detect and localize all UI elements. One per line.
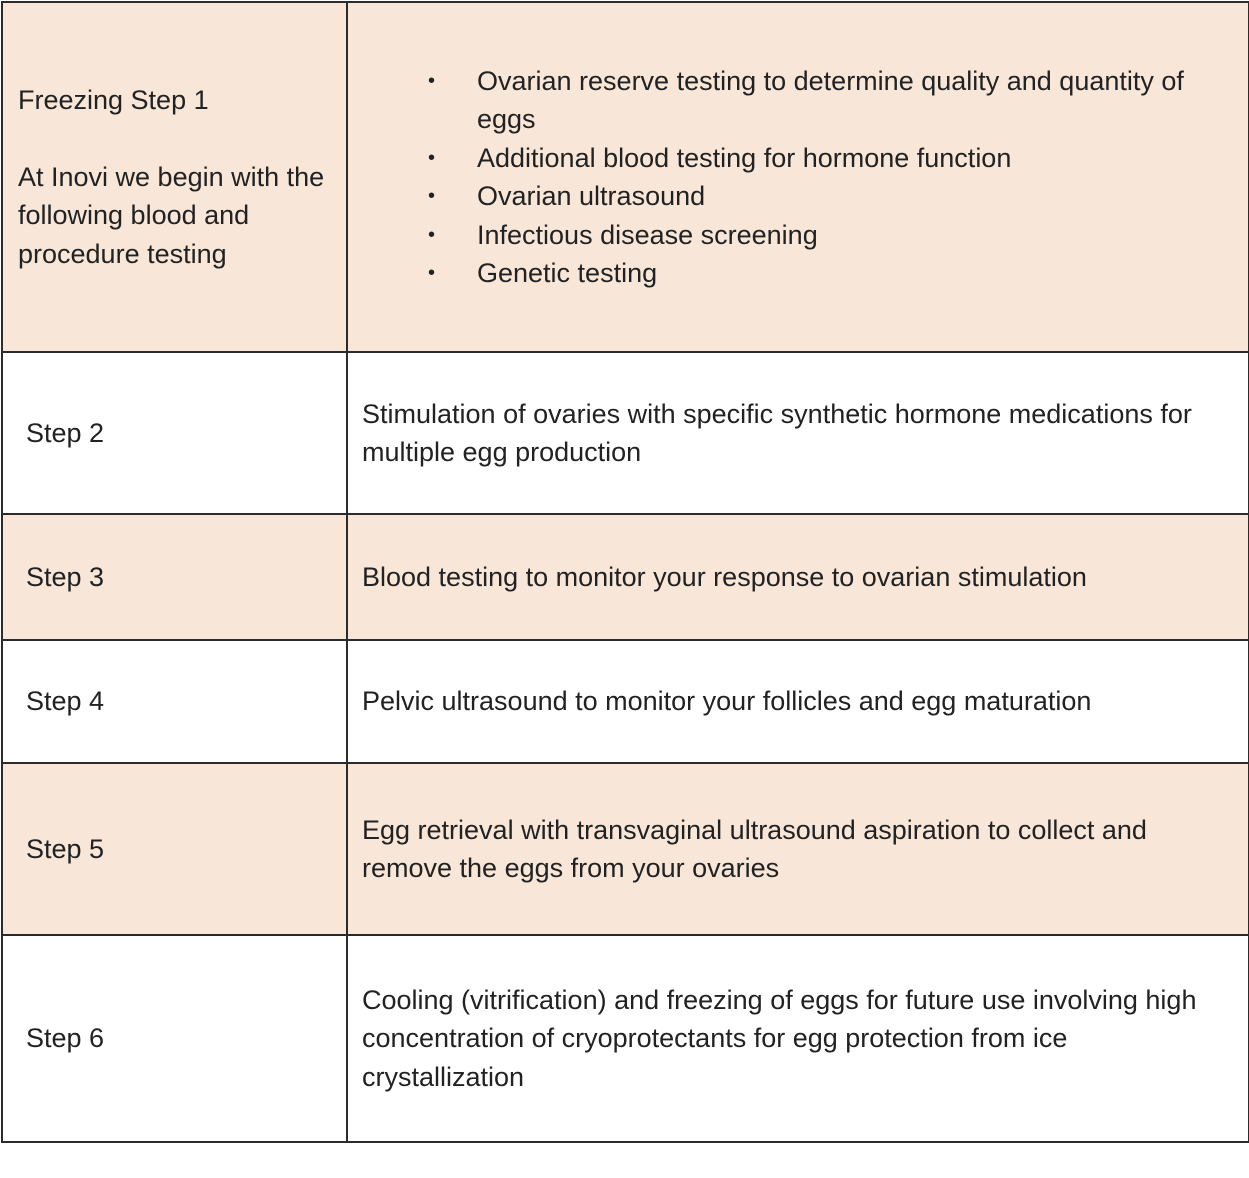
step-1-label-cell (2, 2, 347, 352)
bullet-icon: • (428, 69, 436, 92)
step-1-bullet-list (362, 62, 1224, 293)
table-row-step-2 (2, 352, 1249, 514)
table-row-step-6 (2, 935, 1249, 1142)
bullet-icon: • (428, 262, 436, 284)
bullet-icon: • (428, 146, 436, 169)
list-item (362, 254, 1224, 293)
step-1-subtitle: At Inovi we begin with the following blood and procedure testing (18, 161, 325, 269)
list-item (362, 139, 1224, 178)
table-row-step-1 (2, 2, 1249, 352)
bullet-text: Ovarian ultrasound (477, 181, 706, 211)
step-6-label: Step 6 (2, 935, 347, 1142)
step-3-label: Step 3 (2, 514, 347, 640)
step-4-description: Pelvic ultrasound to monitor your follicles and egg maturation (347, 640, 1249, 763)
bullet-text: Ovarian reserve testing to determine quality and quantity of eggs (477, 65, 1184, 134)
table-row-step-4 (2, 640, 1249, 763)
bullet-icon: • (428, 185, 436, 207)
step-1-description-cell (347, 2, 1249, 352)
step-6-description: Cooling (vitrification) and freezing of eggs for future use involving high concentration of cryoprotectants for egg protection from ice crystallization (347, 935, 1249, 1142)
bullet-text: Infectious disease screening (477, 219, 818, 250)
step-5-label: Step 5 (2, 763, 347, 935)
bullet-text: Genetic testing (477, 258, 658, 288)
bullet-text: Additional blood testing for hormone function (477, 142, 1012, 173)
step-5-description: Egg retrieval with transvaginal ultrasound aspiration to collect and remove the eggs from your ovaries (347, 763, 1249, 935)
step-4-label: Step 4 (2, 640, 347, 763)
step-2-label: Step 2 (2, 352, 347, 514)
table-row-step-5 (2, 763, 1249, 935)
step-3-description: Blood testing to monitor your response to ovarian stimulation (347, 514, 1249, 640)
list-item (362, 62, 1224, 139)
step-1-title: Freezing Step 1 (18, 85, 209, 115)
list-item (362, 216, 1224, 255)
table-row-step-3 (2, 514, 1249, 640)
step-2-description: Stimulation of ovaries with specific synthetic hormone medications for multiple egg production (347, 352, 1249, 514)
bullet-icon: • (428, 223, 436, 246)
egg-freezing-steps-table (1, 1, 1249, 1143)
list-item (362, 177, 1224, 216)
